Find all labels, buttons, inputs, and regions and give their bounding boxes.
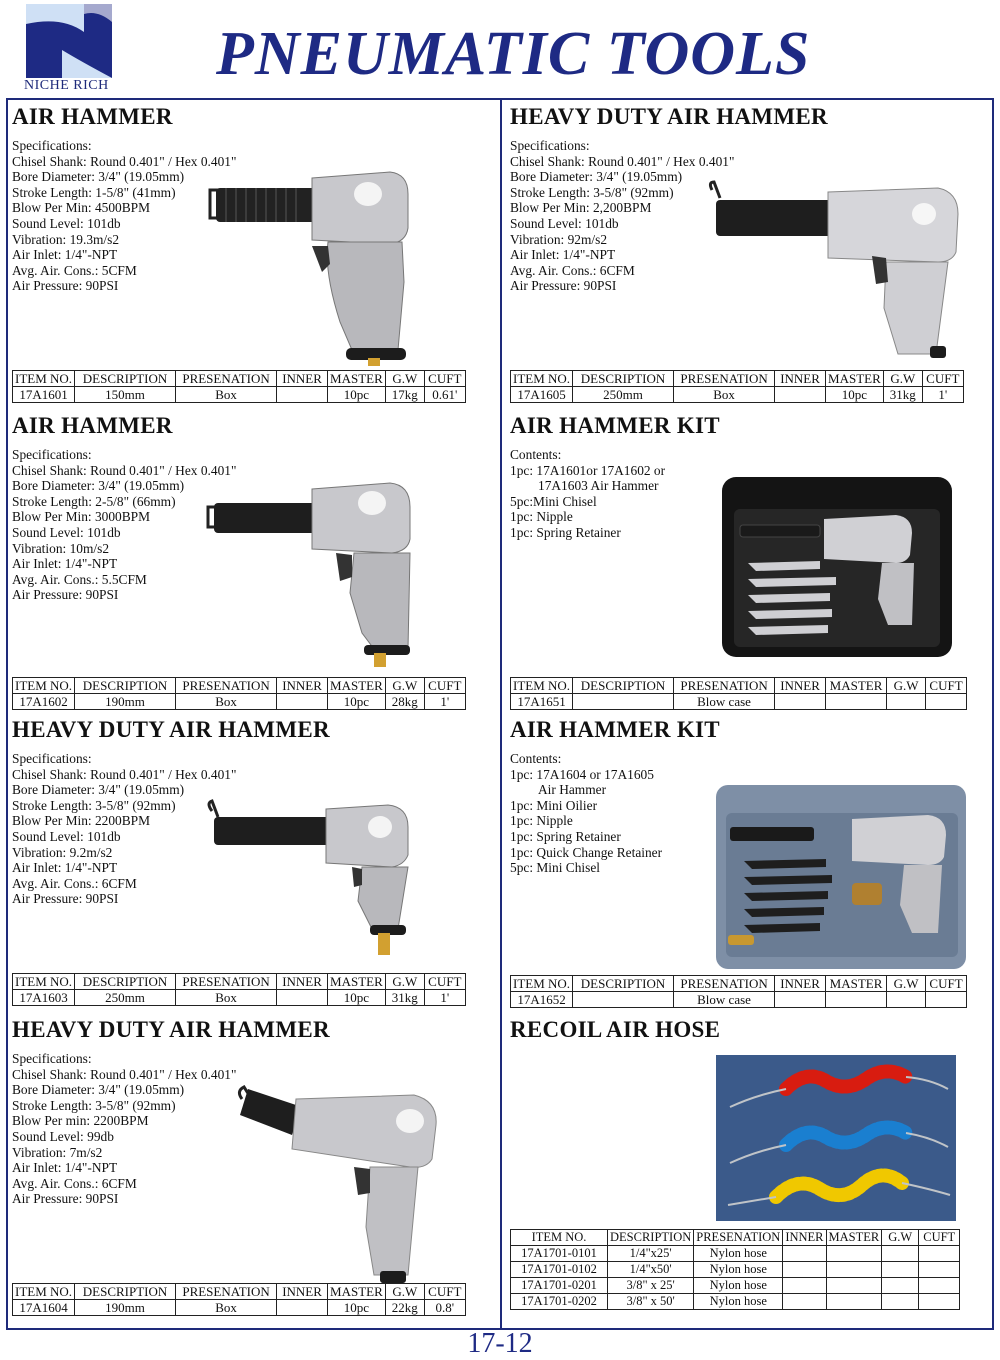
spec-line: Blow Per Min: 4500BPM	[12, 200, 151, 216]
spec-line: Specifications:	[12, 447, 92, 462]
spec-line: Specifications:	[510, 138, 590, 153]
spec-list	[510, 751, 662, 876]
table-row	[13, 694, 466, 710]
product-panel-17a1601	[8, 104, 494, 404]
col-header: INNER	[775, 678, 826, 694]
col-header: G.W	[385, 1284, 424, 1300]
product-title: AIR HAMMER	[12, 413, 173, 438]
cell-item-no: 17A1651	[511, 694, 573, 710]
cell-master: 10pc	[328, 387, 386, 403]
cell-gw	[882, 1246, 919, 1262]
column-divider	[500, 98, 502, 1330]
col-header: MASTER	[328, 371, 386, 387]
cell-description	[573, 694, 674, 710]
air-hammer-photo	[202, 162, 442, 367]
col-header: G.W	[385, 371, 424, 387]
spec-line: Sound Level: 99db	[12, 1128, 114, 1144]
heavy-duty-air-hammer-photo	[234, 1063, 468, 1285]
cell-presentation: Nylon hose	[694, 1262, 783, 1278]
spec-line: Stroke Length: 3-5/8" (92mm)	[12, 797, 176, 813]
item-table	[510, 975, 967, 1008]
cell-gw	[882, 1278, 919, 1294]
cell-description: 3/8" x 50'	[608, 1294, 694, 1310]
spec-list	[510, 138, 734, 294]
cell-inner	[775, 694, 826, 710]
spec-line: Blow Per Min: 2,200BPM	[510, 200, 652, 216]
spec-line: Air Inlet: 1/4"-NPT	[510, 247, 616, 263]
col-header: ITEM NO.	[13, 974, 75, 990]
spec-line: 1pc: Quick Change Retainer	[510, 844, 663, 860]
product-panel-17a1651	[506, 413, 992, 713]
cell-presentation: Box	[176, 1300, 277, 1316]
cell-cuft	[919, 1246, 960, 1262]
spec-line: 5pc: Mini Chisel	[510, 860, 601, 876]
col-header: DESCRIPTION	[75, 974, 176, 990]
cell-gw	[882, 1294, 919, 1310]
cell-master	[826, 992, 887, 1008]
item-table	[510, 370, 964, 403]
col-header: G.W	[882, 1230, 919, 1246]
spec-line: Specifications:	[12, 138, 92, 153]
col-header: PRESENATION	[176, 371, 277, 387]
spec-line: Air Pressure: 90PSI	[12, 278, 119, 294]
product-panel-17a1603	[8, 717, 494, 1017]
spec-line: 1pc: 17A1601or 17A1602 or	[510, 462, 666, 478]
col-header: MASTER	[826, 678, 887, 694]
col-header: DESCRIPTION	[75, 371, 176, 387]
col-header: CUFT	[424, 371, 465, 387]
cell-master: 10pc	[328, 990, 386, 1006]
cell-inner	[775, 387, 826, 403]
table-row	[511, 1262, 960, 1278]
item-table	[12, 370, 466, 403]
cell-description: 250mm	[573, 387, 674, 403]
spec-line: Air Pressure: 90PSI	[12, 891, 119, 907]
spec-line: Avg. Air. Cons.: 5CFM	[12, 262, 137, 278]
product-title: AIR HAMMER KIT	[510, 717, 720, 742]
spec-line: Vibration: 92m/s2	[510, 231, 608, 247]
cell-item-no: 17A1701-0102	[511, 1262, 608, 1278]
cell-master	[826, 694, 887, 710]
cell-description: 3/8" x 25'	[608, 1278, 694, 1294]
spec-line: Stroke Length: 2-5/8" (66mm)	[12, 493, 176, 509]
air-hammer-kit-photo	[714, 783, 968, 971]
cell-item-no: 17A1701-0201	[511, 1278, 608, 1294]
spec-line: Air Inlet: 1/4"-NPT	[12, 1160, 118, 1176]
spec-line: Vibration: 19.3m/s2	[12, 231, 120, 247]
spec-line: 1pc: Spring Retainer	[510, 828, 621, 844]
cell-inner	[277, 387, 328, 403]
col-header: INNER	[775, 371, 826, 387]
item-table	[12, 1283, 466, 1316]
spec-line: Air Inlet: 1/4"-NPT	[12, 556, 118, 572]
product-panel-recoil-air-hose	[506, 1017, 992, 1323]
col-header: PRESENATION	[674, 678, 775, 694]
brand-name: NICHE RICH	[24, 78, 109, 93]
col-header: G.W	[385, 974, 424, 990]
col-header: DESCRIPTION	[573, 371, 674, 387]
col-header: G.W	[883, 371, 922, 387]
cell-cuft	[919, 1294, 960, 1310]
col-header: MASTER	[328, 678, 386, 694]
cell-master	[826, 1246, 882, 1262]
col-header: CUFT	[424, 678, 465, 694]
spec-line: Stroke Length: 3-5/8" (92mm)	[12, 1097, 176, 1113]
item-table	[510, 1229, 960, 1310]
col-header: MASTER	[826, 371, 884, 387]
product-title: AIR HAMMER	[12, 104, 173, 129]
spec-line: 5pc:Mini Chisel	[510, 493, 597, 509]
cell-description: 190mm	[75, 694, 176, 710]
heavy-duty-air-hammer-photo	[202, 789, 442, 969]
col-header: ITEM NO.	[511, 678, 573, 694]
product-title: HEAVY DUTY AIR HAMMER	[510, 104, 828, 129]
col-header: PRESENATION	[176, 678, 277, 694]
spec-line: 1pc: Mini Oilier	[510, 797, 598, 813]
col-header: DESCRIPTION	[75, 1284, 176, 1300]
spec-line: Sound Level: 101db	[510, 215, 619, 231]
cell-master: 10pc	[826, 387, 884, 403]
spec-line: Sound Level: 101db	[12, 524, 121, 540]
spec-list	[510, 447, 665, 541]
cell-inner	[783, 1262, 826, 1278]
cell-gw	[882, 1262, 919, 1278]
spec-line: Air Inlet: 1/4"-NPT	[12, 860, 118, 876]
cell-gw: 22kg	[385, 1300, 424, 1316]
col-header: PRESENATION	[176, 974, 277, 990]
heavy-duty-air-hammer-photo	[702, 178, 972, 362]
table-row	[511, 387, 964, 403]
col-header: G.W	[887, 678, 926, 694]
col-header: PRESENATION	[674, 371, 775, 387]
spec-line: Avg. Air. Cons.: 5.5CFM	[12, 571, 147, 587]
spec-line: Specifications:	[12, 751, 92, 766]
table-row	[511, 1294, 960, 1310]
spec-line: Blow Per Min: 2200BPM	[12, 813, 151, 829]
table-row	[511, 1278, 960, 1294]
cell-cuft: 0.8'	[424, 1300, 465, 1316]
col-header: INNER	[277, 974, 328, 990]
col-header: G.W	[385, 678, 424, 694]
col-header: INNER	[277, 678, 328, 694]
product-title: AIR HAMMER KIT	[510, 413, 720, 438]
col-header: MASTER	[826, 1230, 882, 1246]
cell-item-no: 17A1602	[13, 694, 75, 710]
cell-master: 10pc	[328, 1300, 386, 1316]
spec-line: 1pc: Spring Retainer	[510, 524, 621, 540]
spec-line: Specifications:	[12, 1051, 92, 1066]
spec-line: Air Pressure: 90PSI	[12, 587, 119, 603]
cell-cuft: 1'	[922, 387, 963, 403]
cell-gw: 31kg	[385, 990, 424, 1006]
col-header: INNER	[775, 976, 826, 992]
col-header: CUFT	[424, 1284, 465, 1300]
col-header: CUFT	[926, 976, 967, 992]
col-header: ITEM NO.	[511, 371, 573, 387]
col-header: DESCRIPTION	[573, 678, 674, 694]
cell-cuft: 1'	[424, 694, 465, 710]
page-title: PNEUMATIC TOOLS	[216, 20, 811, 88]
spec-line: 1pc: Nipple	[510, 813, 573, 829]
cell-master: 10pc	[328, 694, 386, 710]
col-header: ITEM NO.	[511, 976, 573, 992]
col-header: CUFT	[919, 1230, 960, 1246]
product-panel-17a1605	[506, 104, 992, 404]
spec-line: 1pc: Nipple	[510, 509, 573, 525]
cell-presentation: Box	[176, 990, 277, 1006]
col-header: CUFT	[424, 974, 465, 990]
spec-line: Blow Per min: 2200BPM	[12, 1113, 149, 1129]
table-row	[13, 1300, 466, 1316]
col-header: PRESENATION	[176, 1284, 277, 1300]
cell-item-no: 17A1605	[511, 387, 573, 403]
cell-cuft	[926, 992, 967, 1008]
spec-line: Stroke Length: 3-5/8" (92mm)	[510, 184, 674, 200]
cell-cuft: 1'	[424, 990, 465, 1006]
table-row	[511, 1246, 960, 1262]
cell-presentation: Box	[176, 387, 277, 403]
spec-list	[12, 447, 236, 603]
cell-master	[826, 1294, 882, 1310]
col-header: DESCRIPTION	[75, 678, 176, 694]
cell-cuft	[919, 1278, 960, 1294]
cell-item-no: 17A1701-0202	[511, 1294, 608, 1310]
cell-inner	[783, 1294, 826, 1310]
cell-master	[826, 1278, 882, 1294]
spec-list	[12, 1051, 236, 1207]
product-title: RECOIL AIR HOSE	[510, 1017, 721, 1042]
product-title: HEAVY DUTY AIR HAMMER	[12, 717, 330, 742]
spec-line: 1pc: 17A1604 or 17A1605	[510, 766, 654, 782]
col-header: DESCRIPTION	[573, 976, 674, 992]
spec-line: Avg. Air. Cons.: 6CFM	[510, 262, 635, 278]
col-header: INNER	[277, 371, 328, 387]
cell-item-no: 17A1652	[511, 992, 573, 1008]
cell-item-no: 17A1603	[13, 990, 75, 1006]
product-panel-17a1604	[8, 1017, 494, 1323]
spec-line: Vibration: 10m/s2	[12, 540, 110, 556]
col-header: ITEM NO.	[13, 371, 75, 387]
col-header: ITEM NO.	[511, 1230, 608, 1246]
spec-line: Bore Diameter: 3/4" (19.05mm)	[12, 1082, 185, 1098]
spec-line: Chisel Shank: Round 0.401" / Hex 0.401"	[510, 153, 735, 169]
col-header: MASTER	[328, 1284, 386, 1300]
col-header: G.W	[887, 976, 926, 992]
cell-inner	[277, 990, 328, 1006]
cell-description	[573, 992, 674, 1008]
cell-presentation: Box	[674, 387, 775, 403]
spec-line: Contents:	[510, 447, 562, 462]
col-header: PRESENATION	[674, 976, 775, 992]
spec-line: Contents:	[510, 751, 562, 766]
item-table	[510, 677, 967, 710]
cell-description: 1/4"x50'	[608, 1262, 694, 1278]
spec-line: Air Hammer	[538, 782, 607, 798]
cell-description: 1/4"x25'	[608, 1246, 694, 1262]
cell-master	[826, 1262, 882, 1278]
table-row	[13, 387, 466, 403]
cell-inner	[277, 694, 328, 710]
spec-line: Sound Level: 101db	[12, 828, 121, 844]
col-header: ITEM NO.	[13, 678, 75, 694]
product-panel-17a1652	[506, 717, 992, 1017]
cell-inner	[277, 1300, 328, 1316]
cell-item-no: 17A1601	[13, 387, 75, 403]
recoil-air-hose-photo	[716, 1055, 956, 1221]
spec-line: Bore Diameter: 3/4" (19.05mm)	[510, 169, 683, 185]
spec-line: Stroke Length: 1-5/8" (41mm)	[12, 184, 176, 200]
col-header: CUFT	[922, 371, 963, 387]
cell-cuft	[926, 694, 967, 710]
col-header: DESCRIPTION	[608, 1230, 694, 1246]
product-panel-17a1602	[8, 413, 494, 713]
product-title: HEAVY DUTY AIR HAMMER	[12, 1017, 330, 1042]
cell-presentation: Nylon hose	[694, 1246, 783, 1262]
col-header: ITEM NO.	[13, 1284, 75, 1300]
spec-line: Vibration: 7m/s2	[12, 1144, 103, 1160]
cell-item-no: 17A1604	[13, 1300, 75, 1316]
col-header: MASTER	[826, 976, 887, 992]
spec-line: Air Pressure: 90PSI	[510, 278, 617, 294]
spec-line: Air Inlet: 1/4"-NPT	[12, 247, 118, 263]
spec-line: Air Pressure: 90PSI	[12, 1191, 119, 1207]
spec-line: Chisel Shank: Round 0.401" / Hex 0.401"	[12, 153, 237, 169]
col-header: INNER	[783, 1230, 826, 1246]
item-table	[12, 973, 466, 1006]
col-header: INNER	[277, 1284, 328, 1300]
cell-inner	[783, 1246, 826, 1262]
cell-description: 150mm	[75, 387, 176, 403]
cell-presentation: Blow case	[674, 992, 775, 1008]
table-row	[511, 694, 967, 710]
table-row	[511, 992, 967, 1008]
cell-presentation: Blow case	[674, 694, 775, 710]
cell-cuft: 0.61'	[424, 387, 465, 403]
cell-inner	[783, 1278, 826, 1294]
cell-inner	[775, 992, 826, 1008]
spec-line: Bore Diameter: 3/4" (19.05mm)	[12, 782, 185, 798]
cell-item-no: 17A1701-0101	[511, 1246, 608, 1262]
spec-line: Vibration: 9.2m/s2	[12, 844, 113, 860]
spec-line: Blow Per Min: 3000BPM	[12, 509, 151, 525]
air-hammer-kit-photo	[720, 475, 954, 659]
spec-line: Sound Level: 101db	[12, 215, 121, 231]
spec-line: Avg. Air. Cons.: 6CFM	[12, 1175, 137, 1191]
col-header: CUFT	[926, 678, 967, 694]
spec-line: Chisel Shank: Round 0.401" / Hex 0.401"	[12, 462, 237, 478]
cell-presentation: Nylon hose	[694, 1294, 783, 1310]
spec-line: Chisel Shank: Round 0.401" / Hex 0.401"	[12, 1066, 237, 1082]
item-table	[12, 677, 466, 710]
cell-gw: 28kg	[385, 694, 424, 710]
table-row	[13, 990, 466, 1006]
cell-gw	[887, 694, 926, 710]
cell-gw: 17kg	[385, 387, 424, 403]
cell-gw: 31kg	[883, 387, 922, 403]
air-hammer-photo	[204, 473, 444, 669]
col-header: MASTER	[328, 974, 386, 990]
spec-line: Avg. Air. Cons.: 6CFM	[12, 875, 137, 891]
spec-line: Bore Diameter: 3/4" (19.05mm)	[12, 478, 185, 494]
cell-gw	[887, 992, 926, 1008]
spec-line: 17A1603 Air Hammer	[538, 478, 659, 494]
cell-presentation: Box	[176, 694, 277, 710]
cell-presentation: Nylon hose	[694, 1278, 783, 1294]
cell-description: 250mm	[75, 990, 176, 1006]
cell-description: 190mm	[75, 1300, 176, 1316]
spec-line: Bore Diameter: 3/4" (19.05mm)	[12, 169, 185, 185]
col-header: PRESENATION	[694, 1230, 783, 1246]
spec-line: Chisel Shank: Round 0.401" / Hex 0.401"	[12, 766, 237, 782]
page-number: 17-12	[467, 1328, 533, 1359]
cell-cuft	[919, 1262, 960, 1278]
